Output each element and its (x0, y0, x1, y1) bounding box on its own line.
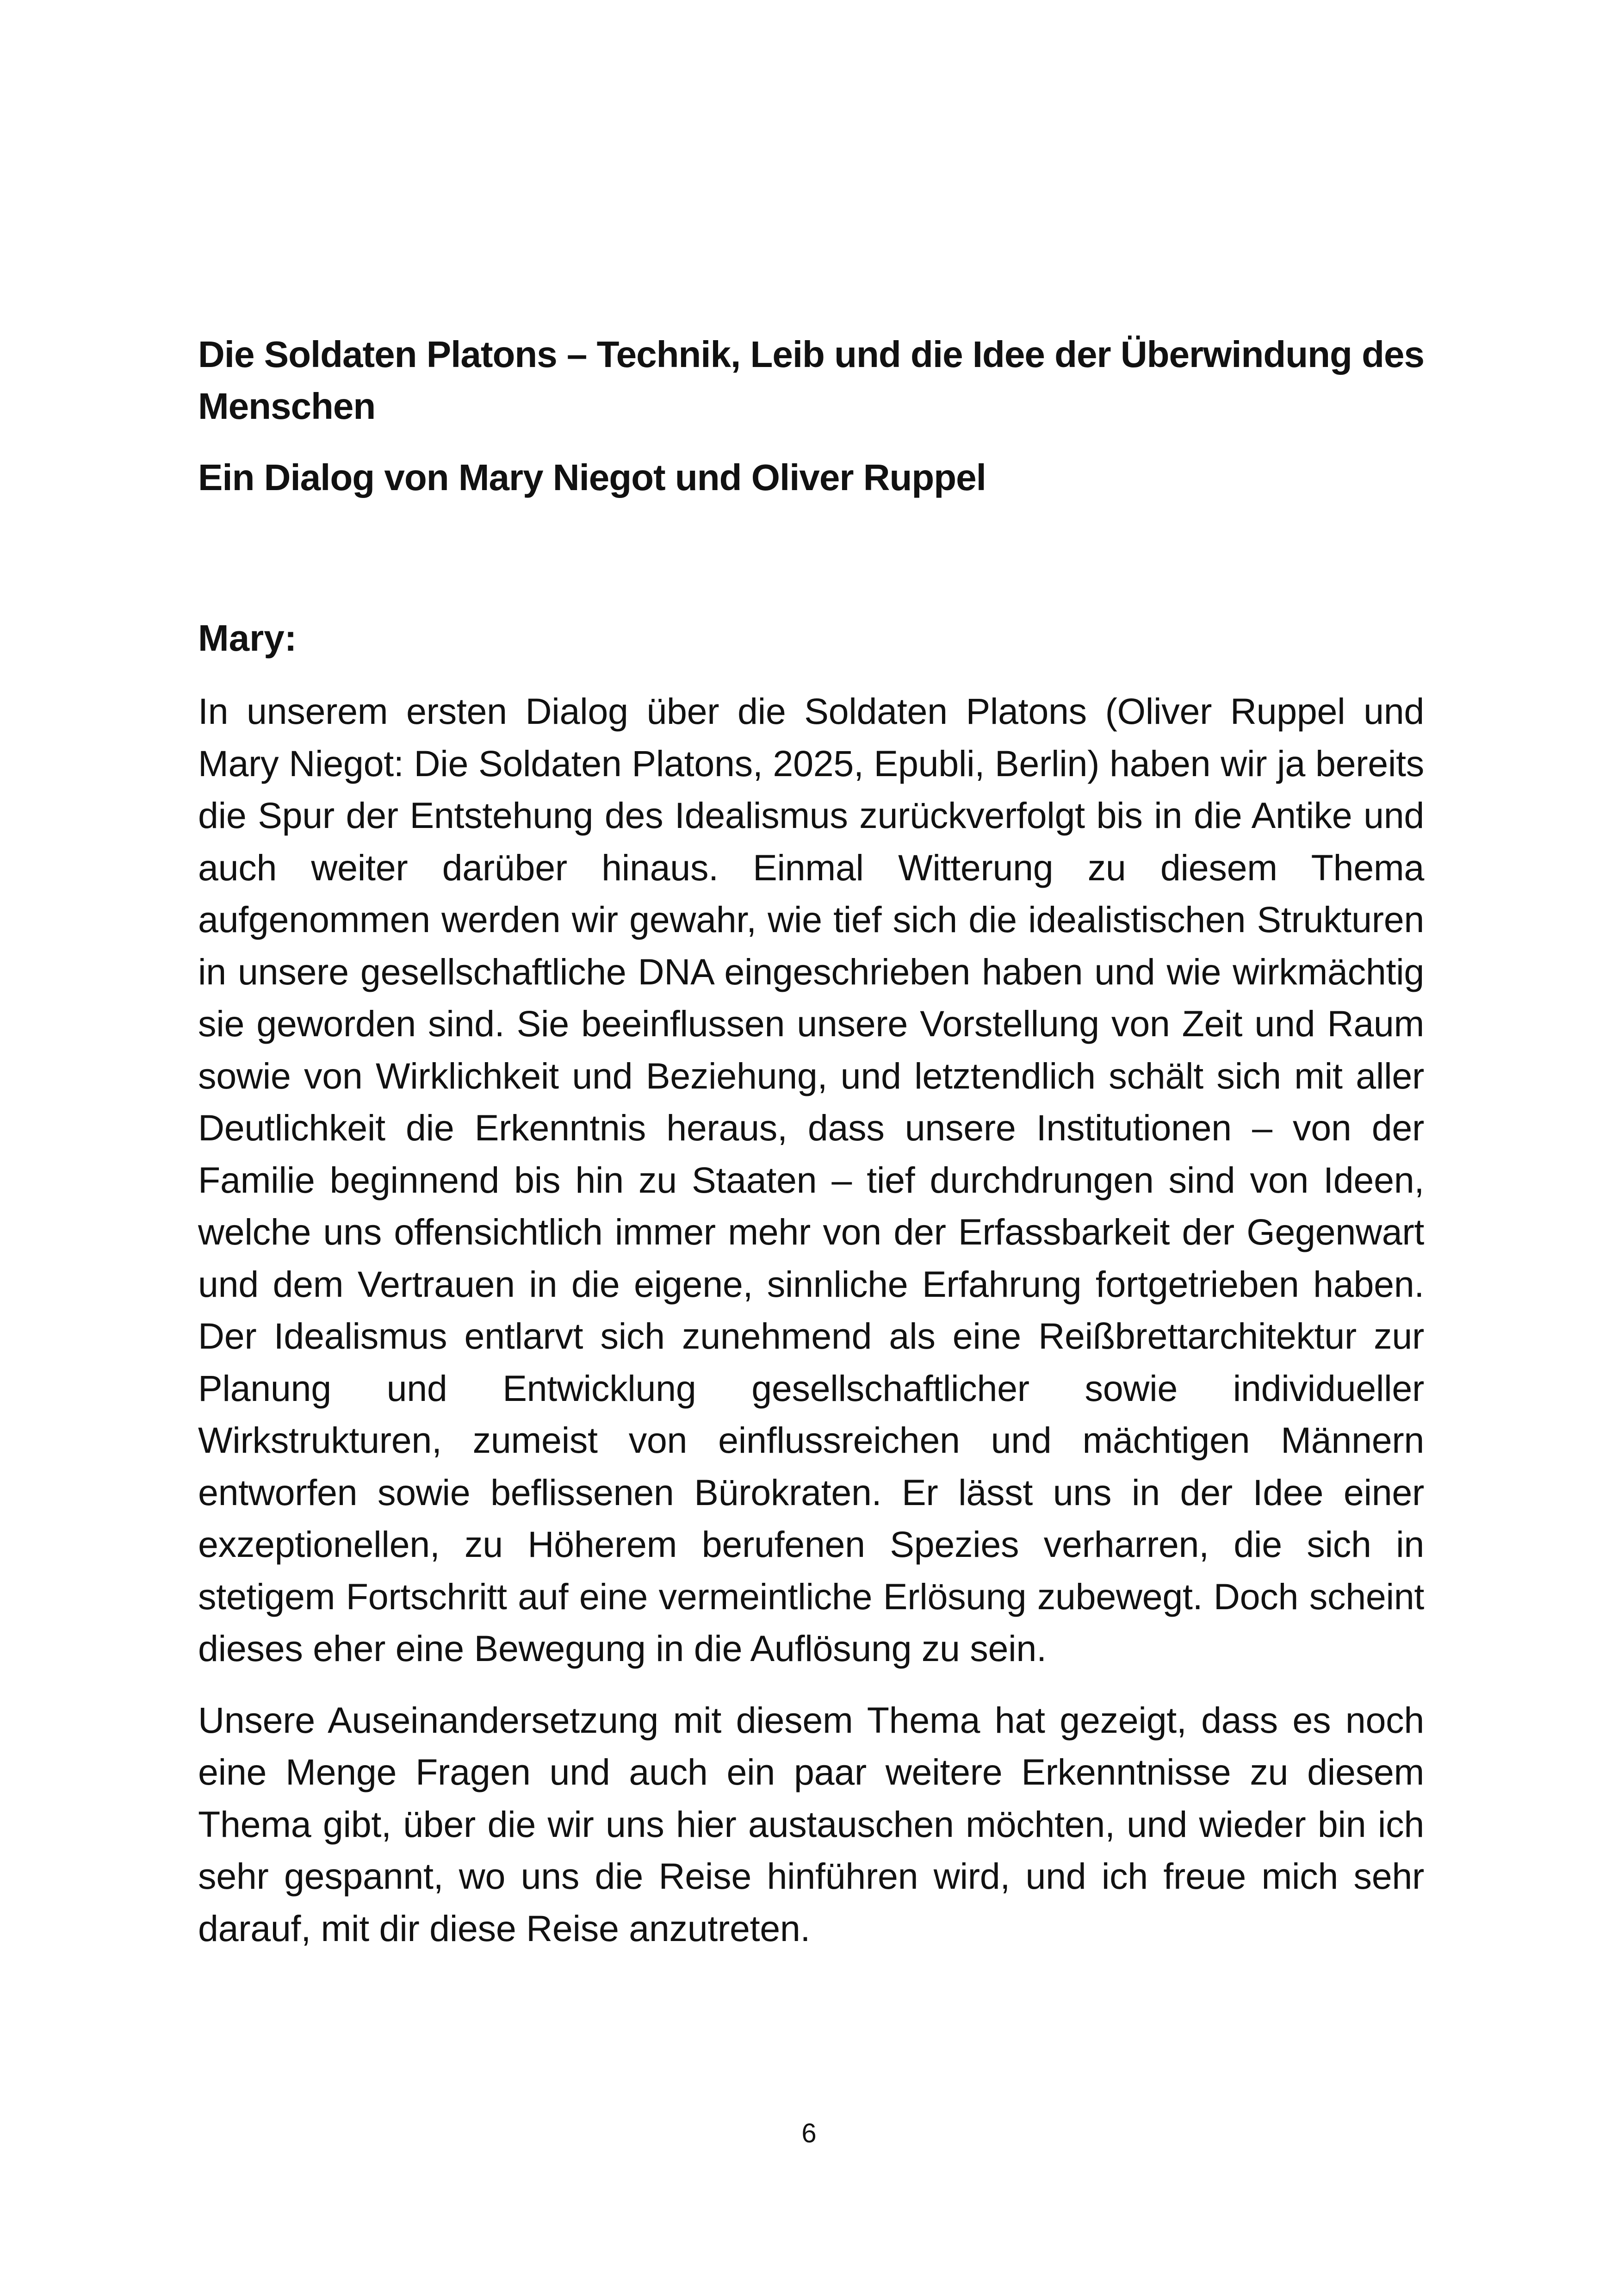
body-paragraph-1: In unserem ersten Dialog über die Soldaten Platons (Oliver Ruppel und Mary Niegot: Die Soldaten Platons, 2025, Epubli, Berlin) haben wir ja bereits die Spur der Entstehung des Idealismus zurückverfolgt bis in die Antike und auch weiter darüber hinaus. Einmal Witterung zu diesem Thema aufgenommen werden wir gewahr, wie tief sich die idealistischen Strukturen in unsere gesellschaftliche DNA eingeschrieben haben und wie wirkmächtig sie geworden sind. Sie beeinflussen unsere Vorstellung von Zeit und Raum sowie von Wirklichkeit und Beziehung, und letztendlich schält sich mit aller Deutlichkeit die Erkenntnis heraus, dass unsere Institutionen – von der Familie beginnend bis hin zu Staaten – tief durchdrungen sind von Ideen, welche uns offensichtlich immer mehr von der Erfassbarkeit der Gegenwart und dem Vertrauen in die eigene, sinnliche Erfahrung fortgetrieben haben. Der Idealismus entlarvt sich zunehmend als eine Reißbrettarchitektur zur Planung und Entwicklung gesellschaftlicher sowie individueller Wirkstrukturen, zumeist von einflussreichen und mächtigen Männern entworfen sowie beflissenen Bürokraten. Er lässt uns in der Idee einer exzeptionellen, zu Höherem berufenen Spezies verharren, die sich in stetigem Fortschritt auf eine vermeintliche Erlösung zubewegt. Doch scheint dieses eher eine Bewegung in die Auflösung zu sein. (198, 691, 1424, 1669)
document-title: Die Soldaten Platons – Technik, Leib und die Idee der Überwindung des Menschen (198, 334, 1424, 427)
document-subtitle: Ein Dialog von Mary Niegot und Oliver Ruppel (198, 457, 986, 498)
page-content (198, 329, 1424, 1954)
page-number: 6 (801, 2118, 817, 2148)
speaker-label: Mary: (198, 617, 297, 659)
body-paragraph-2: Unsere Auseinandersetzung mit diesem Thema hat gezeigt, dass es noch eine Menge Fragen und auch ein paar weitere Erkenntnisse zu diesem Thema gibt, über die wir uns hier austauschen möchten, und wieder bin ich sehr gespannt, wo uns die Reise hinführen wird, und ich freue mich sehr darauf, mit dir diese Reise anzutreten. (198, 1699, 1424, 1949)
